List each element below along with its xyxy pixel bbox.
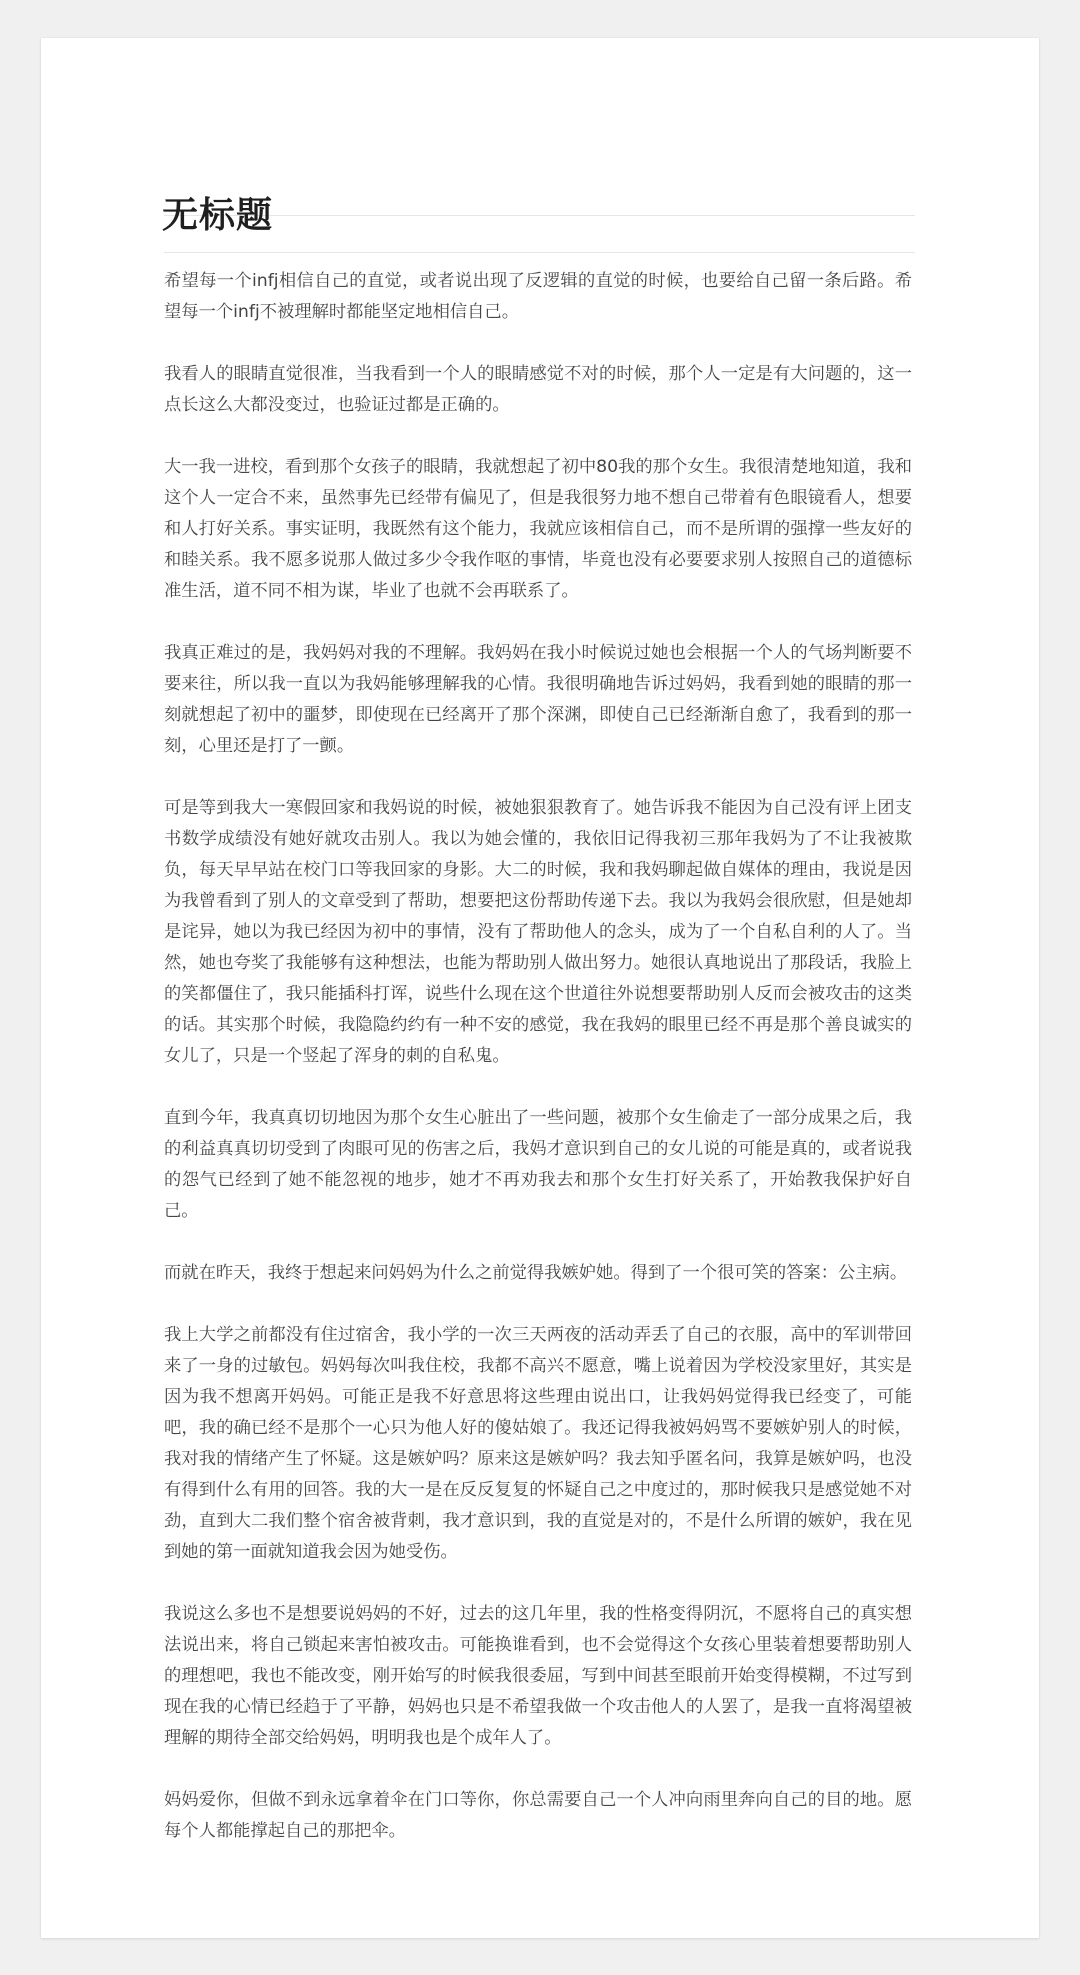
document-page <box>41 38 1039 1938</box>
title-divider <box>164 252 915 253</box>
paragraph-8: 我上大学之前都没有住过宿舍，我小学的一次三天两夜的活动弄丢了自己的衣服，高中的军训带回来了一身的过敏包。妈妈每次叫我住校，我都不高兴不愿意，嘴上说着因为学校没家里好，其实是因为我不想离开妈妈。可能正是我不好意思将这些理由说出口，让我妈妈觉得我已经变了，可能吧，我的确已经不是那个一心只为他人好的傻姑娘了。我还记得我被妈妈骂不要嫉妒别人的时候，我对我的情绪产生了怀疑。这是嫉妒吗？原来这是嫉妒吗？我去知乎匿名问，我算是嫉妒吗，也没有得到什么有用的回答。我的大一是在反反复复的怀疑自己之中度过的，那时候我只是感觉她不对劲，直到大二我们整个宿舍被背刺，我才意识到，我的直觉是对的，不是什么所谓的嫉妒，我在见到她的第一面就知道我会因为她受伤。 <box>164 1325 912 1562</box>
paragraph-3: 大一我一进校，看到那个女孩子的眼睛，我就想起了初中80我的那个女生。我很清楚地知道，我和这个人一定合不来，虽然事先已经带有偏见了，但是我很努力地不想自己带着有色眼镜看人，想要和人打好关系。事实证明，我既然有这个能力，我就应该相信自己，而不是所谓的强撑一些友好的和睦关系。我不愿多说那人做过多少令我作呕的事情，毕竟也没有必要要求别人按照自己的道德标准生活，道不同不相为谋，毕业了也就不会再联系了。 <box>164 457 912 601</box>
paragraph-5: 可是等到我大一寒假回家和我妈说的时候，被她狠狠教育了。她告诉我不能因为自己没有评上团支书数学成绩没有她好就攻击别人。我以为她会懂的，我依旧记得我初三那年我妈为了不让我被欺负，每天早早站在校门口等我回家的身影。大二的时候，我和我妈聊起做自媒体的理由，我说是因为我曾看到了别人的文章受到了帮助，想要把这份帮助传递下去。我以为我妈会很欣慰，但是她却是诧异，她以为我已经因为初中的事情，没有了帮助他人的念头，成为了一个自私自利的人了。当然，她也夸奖了我能够有这种想法，也能为帮助别人做出努力。她很认真地说出了那段话，我脸上的笑都僵住了，我只能插科打诨，说些什么现在这个世道往外说想要帮助别人反而会被攻击的这类的话。其实那个时候，我隐隐约约有一种不安的感觉，我在我妈的眼里已经不再是那个善良诚实的女儿了，只是一个竖起了浑身的刺的自私鬼。 <box>164 798 912 1066</box>
paragraph-10: 妈妈爱你，但做不到永远拿着伞在门口等你，你总需要自己一个人冲向雨里奔向自己的目的地。愿每个人都能撑起自己的那把伞。 <box>164 1790 912 1841</box>
paragraph-2: 我看人的眼睛直觉很准，当我看到一个人的眼睛感觉不对的时候，那个人一定是有大问题的，这一点长这么大都没变过，也验证过都是正确的。 <box>164 364 912 415</box>
paragraph-7: 而就在昨天，我终于想起来问妈妈为什么之前觉得我嫉妒她。得到了一个很可笑的答案：公主病。 <box>164 1263 908 1283</box>
paragraph-9: 我说这么多也不是想要说妈妈的不好，过去的这几年里，我的性格变得阴沉，不愿将自己的真实想法说出来，将自己锁起来害怕被攻击。可能换谁看到，也不会觉得这个女孩心里装着想要帮助别人的理想吧，我也不能改变，刚开始写的时候我很委屈，写到中间甚至眼前开始变得模糊，不过写到现在我的心情已经趋于了平静，妈妈也只是不希望我做一个攻击他人的人罢了，是我一直将渴望被理解的期待全部交给妈妈，明明我也是个成年人了。 <box>164 1604 912 1748</box>
paragraph-1: 希望每一个infj相信自己的直觉，或者说出现了反逻辑的直觉的时候，也要给自己留一条后路。希望每一个infj不被理解时都能坚定地相信自己。 <box>164 271 912 322</box>
page-title: 无标题 <box>162 195 274 236</box>
paragraph-4: 我真正难过的是，我妈妈对我的不理解。我妈妈在我小时候说过她也会根据一个人的气场判断要不要来往，所以我一直以为我妈能够理解我的心情。我很明确地告诉过妈妈，我看到她的眼睛的那一刻就想起了初中的噩梦，即使现在已经离开了那个深渊，即使自己已经渐渐自愈了，我看到的那一刻，心里还是打了一颤。 <box>164 643 912 756</box>
header-divider <box>164 215 915 216</box>
article-body <box>164 266 924 1878</box>
paragraph-6: 直到今年，我真真切切地因为那个女生心脏出了一些问题，被那个女生偷走了一部分成果之后，我的利益真真切切受到了肉眼可见的伤害之后，我妈才意识到自己的女儿说的可能是真的，或者说我的怨气已经到了她不能忽视的地步，她才不再劝我去和那个女生打好关系了，开始教我保护好自己。 <box>164 1108 912 1221</box>
